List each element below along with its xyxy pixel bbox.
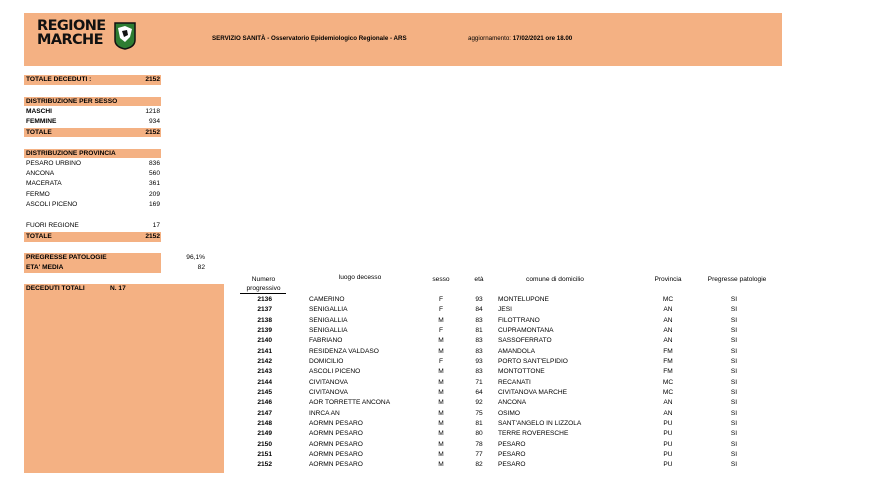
cell-sesso: M [438, 389, 444, 396]
cell-patologie: SI [730, 378, 738, 386]
cell-comune: AMANDOLA [498, 347, 536, 355]
cell-patologie: SI [730, 461, 738, 469]
cell-numero: 2143 [257, 368, 272, 376]
cell-luogo: AORMN PESARO [309, 440, 363, 448]
cell-sesso: M [438, 450, 444, 458]
cell-provincia: MC [662, 389, 674, 396]
cell-eta: 75 [475, 409, 483, 417]
cell-comune: CUPRAMONTANA [498, 327, 554, 334]
deceduti-totali-n: N. 17 [110, 285, 126, 292]
cell-numero: 2149 [257, 430, 272, 438]
cell-eta: 92 [475, 399, 483, 407]
region-emblem-icon [113, 22, 137, 50]
cell-provincia: PU [663, 440, 673, 448]
cell-sesso: M [438, 337, 444, 345]
cell-sesso: F [438, 327, 444, 334]
cell-sesso: F [438, 296, 444, 303]
logo-line-2: MARCHE [37, 32, 103, 48]
cell-comune: PESARO [498, 450, 526, 458]
cell-eta: 81 [475, 327, 483, 334]
cell-patologie: SI [730, 430, 738, 438]
cell-numero: 2145 [257, 389, 272, 396]
cell-comune: PESARO [498, 440, 526, 448]
provincia-total-label: TOTALE [26, 233, 52, 240]
cell-comune: MONTOTTONE [498, 368, 545, 376]
provincia-label-pesaro-urbino: PESARO URBINO [26, 160, 81, 167]
eta-media-value: 82 [197, 264, 205, 271]
cell-comune: RECANATI [498, 378, 531, 386]
provincia-value-ascoli-piceno: 169 [148, 201, 160, 208]
cell-comune: FILOTTRANO [498, 316, 540, 324]
patologie-label: PREGRESSE PATOLOGIE [26, 254, 107, 261]
provincia-value-pesaro-urbino: 836 [148, 160, 160, 167]
cell-numero: 2138 [257, 316, 272, 324]
cell-patologie: SI [730, 420, 738, 427]
provincia-total-value: 2152 [145, 233, 160, 240]
cell-comune: SANT'ANGELO IN LIZZOLA [498, 420, 582, 427]
provincia-label-ascoli-piceno: ASCOLI PICENO [26, 201, 78, 208]
provincia-value-fermo: 209 [148, 191, 160, 198]
cell-eta: 80 [475, 430, 483, 438]
cell-luogo: AOR TORRETTE ANCONA [309, 399, 391, 407]
sesso-total-label: TOTALE [26, 129, 52, 136]
header-bar [24, 13, 782, 66]
cell-numero: 2140 [257, 337, 272, 345]
cell-luogo: DOMICILIO [309, 358, 344, 365]
header-provincia: Provincia [654, 276, 682, 283]
cell-eta: 93 [475, 358, 483, 365]
header-progressivo: progressivo [246, 285, 281, 292]
header-numero: Numero [251, 276, 276, 283]
provincia-value-ancona: 560 [148, 170, 160, 177]
header-sesso: sesso [432, 276, 450, 283]
cell-provincia: AN [663, 316, 673, 324]
sesso-label-maschi: MASCHI [26, 108, 53, 115]
cell-provincia: MC [662, 378, 674, 386]
cell-comune: TERRE ROVERESCHE [498, 430, 569, 438]
cell-eta: 71 [475, 378, 483, 386]
header-patologie: Pregresse patologie [707, 276, 767, 283]
cell-patologie: SI [730, 450, 738, 458]
cell-sesso: M [438, 430, 444, 438]
header-luogo: luogo decesso [338, 274, 382, 281]
cell-provincia: MC [662, 296, 674, 303]
cell-numero: 2146 [257, 399, 272, 407]
cell-patologie: SI [730, 389, 738, 396]
cell-comune: PESARO [498, 461, 526, 469]
cell-comune: JESI [498, 306, 512, 314]
cell-patologie: SI [730, 399, 738, 407]
cell-comune: MONTELUPONE [498, 296, 549, 303]
cell-patologie: SI [730, 296, 738, 303]
provincia-title: DISTRIBUZIONE PROVINCIA [26, 150, 116, 157]
cell-eta: 82 [475, 461, 483, 469]
cell-sesso: M [438, 461, 444, 469]
cell-eta: 83 [475, 337, 483, 345]
header-eta: età [474, 276, 484, 283]
cell-patologie: SI [730, 440, 738, 448]
cell-luogo: AORMN PESARO [309, 420, 363, 427]
cell-patologie: SI [730, 358, 738, 365]
cell-sesso: M [438, 420, 444, 427]
cell-comune: ANCONA [498, 399, 527, 407]
cell-patologie: SI [730, 368, 738, 376]
cell-comune: PORTO SANT'ELPIDIO [498, 358, 568, 365]
cell-luogo: SENIGALLIA [309, 327, 348, 334]
cell-eta: 78 [475, 440, 483, 448]
cell-luogo: CIVITANOVA [309, 389, 348, 396]
cell-comune: OSIMO [498, 409, 520, 417]
cell-numero: 2137 [257, 306, 272, 314]
header-comune: comune di domicilio [526, 276, 584, 283]
provincia-value-macerata: 361 [148, 180, 160, 187]
cell-eta: 81 [475, 420, 483, 427]
eta-media-label: ETA' MEDIA [26, 264, 64, 271]
cell-numero: 2148 [257, 420, 272, 427]
logo-line-1: REGIONE [37, 18, 106, 34]
cell-numero: 2141 [257, 347, 272, 355]
cell-comune: SASSOFERRATO [498, 337, 552, 345]
cell-sesso: M [438, 378, 444, 386]
update-value: 17/02/2021 ore 18.00 [512, 35, 573, 42]
cell-provincia: FM [663, 358, 673, 365]
cell-sesso: M [438, 409, 444, 417]
cell-eta: 64 [475, 389, 483, 396]
cell-patologie: SI [730, 409, 738, 417]
sesso-value-femmine: 934 [148, 118, 160, 125]
cell-patologie: SI [730, 347, 738, 355]
provincia-label-fermo: FERMO [26, 191, 50, 198]
sesso-title: DISTRIBUZIONE PER SESSO [26, 98, 118, 105]
cell-luogo: AORMN PESARO [309, 450, 363, 458]
cell-comune: CIVITANOVA MARCHE [498, 389, 567, 396]
cell-numero: 2139 [257, 327, 272, 334]
cell-patologie: SI [730, 316, 738, 324]
sesso-total-value: 2152 [145, 129, 160, 136]
cell-patologie: SI [730, 337, 738, 345]
cell-provincia: AN [663, 337, 673, 345]
cell-provincia: PU [663, 450, 673, 458]
cell-provincia: AN [663, 306, 673, 314]
cell-luogo: FABRIANO [309, 337, 343, 345]
cell-numero: 2147 [257, 409, 272, 417]
cell-provincia: FM [663, 347, 673, 355]
cell-eta: 93 [475, 296, 483, 303]
cell-provincia: FM [663, 368, 673, 376]
cell-luogo: AORMN PESARO [309, 430, 363, 438]
totale-deceduti-value: 2152 [145, 76, 160, 83]
cell-sesso: M [438, 440, 444, 448]
cell-luogo: RESIDENZA VALDASO [309, 347, 379, 355]
regione-marche-logo [37, 19, 147, 59]
header-underline [240, 293, 286, 294]
cell-provincia: AN [663, 409, 673, 417]
cell-luogo: SENIGALLIA [309, 306, 348, 314]
cell-eta: 83 [475, 316, 483, 324]
cell-provincia: PU [663, 461, 673, 469]
cell-numero: 2150 [257, 440, 272, 448]
cell-eta: 83 [475, 347, 483, 355]
update-label: aggiornamento: [468, 35, 511, 42]
cell-patologie: SI [730, 327, 738, 334]
cell-provincia: PU [663, 430, 673, 438]
cell-numero: 2152 [257, 461, 272, 469]
cell-sesso: F [438, 306, 444, 314]
cell-provincia: AN [663, 399, 673, 407]
deceduti-totali-box [24, 284, 224, 473]
cell-luogo: CIVITANOVA [309, 378, 348, 386]
cell-provincia: AN [663, 327, 673, 334]
cell-eta: 83 [475, 368, 483, 376]
cell-luogo: AORMN PESARO [309, 461, 363, 469]
cell-eta: 77 [475, 450, 483, 458]
fuori-regione-label: FUORI REGIONE [26, 222, 79, 229]
cell-sesso: M [438, 347, 444, 355]
cell-numero: 2136 [257, 296, 272, 303]
fuori-regione-value: 17 [152, 222, 160, 229]
cell-sesso: F [438, 358, 444, 365]
deceduti-totali-label: DECEDUTI TOTALI [26, 285, 85, 292]
sesso-value-maschi: 1218 [145, 108, 160, 115]
patologie-value: 96,1% [186, 254, 205, 261]
cell-numero: 2151 [257, 450, 272, 458]
sesso-label-femmine: FEMMINE [26, 118, 57, 125]
update-info [468, 35, 572, 42]
cell-luogo: ASCOLI PICENO [309, 368, 361, 376]
cell-sesso: M [438, 368, 444, 376]
cell-provincia: PU [663, 420, 673, 427]
provincia-label-macerata: MACERATA [26, 180, 62, 187]
cell-sesso: M [438, 399, 444, 407]
cell-patologie: SI [730, 306, 738, 314]
cell-sesso: M [438, 316, 444, 324]
cell-luogo: INRCA AN [309, 409, 340, 417]
report-title: SERVIZIO SANITÀ - Osservatorio Epidemiologico Regionale - ARS [212, 35, 407, 42]
cell-luogo: SENIGALLIA [309, 316, 348, 324]
cell-luogo: CAMERINO [309, 296, 345, 303]
cell-numero: 2142 [257, 358, 272, 365]
cell-numero: 2144 [257, 378, 272, 386]
provincia-label-ancona: ANCONA [26, 170, 55, 177]
cell-eta: 84 [475, 306, 483, 314]
totale-deceduti-label: TOTALE DECEDUTI : [26, 76, 92, 83]
